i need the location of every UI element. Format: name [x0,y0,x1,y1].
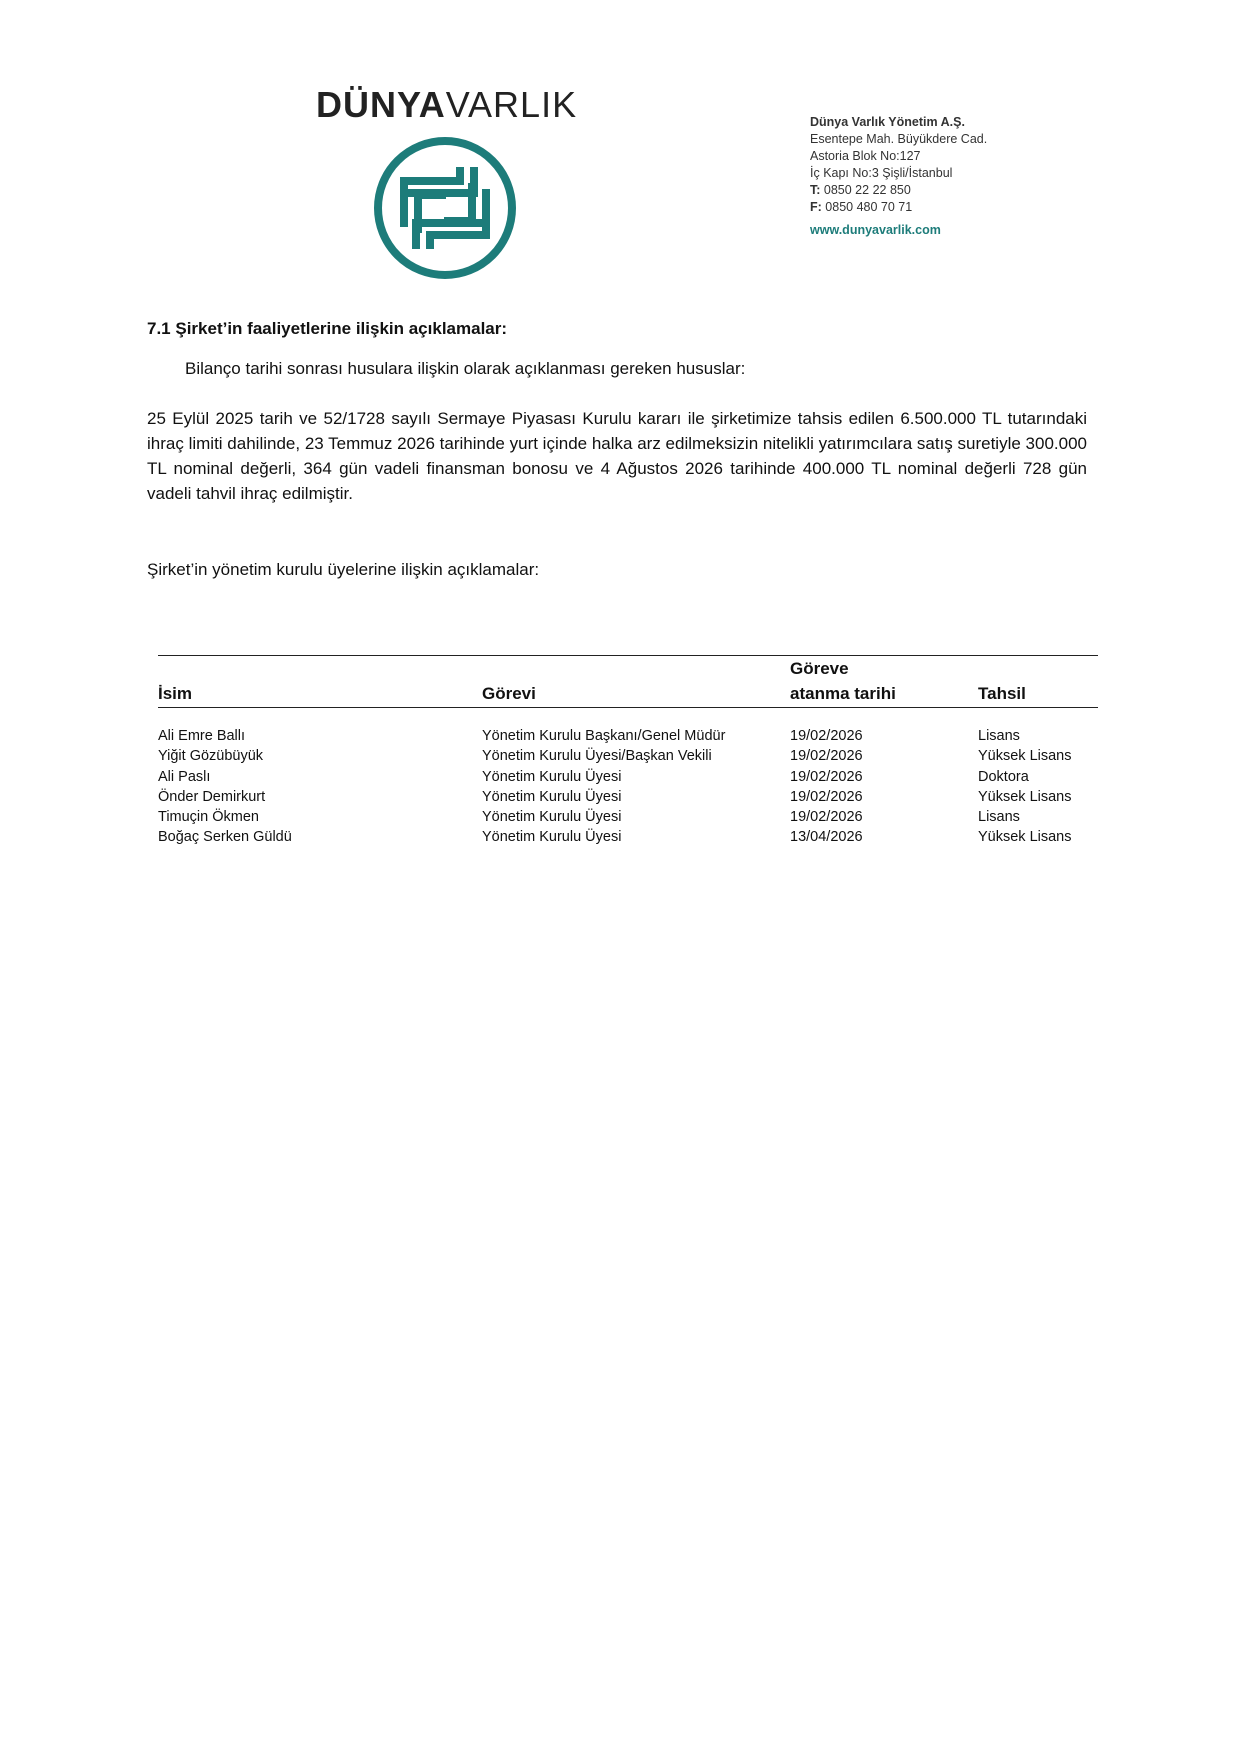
table-row [158,728,1098,748]
fax-number: 0850 480 70 71 [825,200,913,214]
cell-role: Yönetim Kurulu Üyesi/Başkan Vekili [482,748,712,765]
address-line: Esentepe Mah. Büyükdere Cad. [810,132,988,146]
cell-role: Yönetim Kurulu Üyesi [482,809,622,826]
cell-date: 19/02/2026 [790,809,863,826]
cell-name: Boğaç Serken Güldü [158,829,292,846]
dunya-varlik-logo-icon [370,133,520,283]
cell-name: Timuçin Ökmen [158,809,259,826]
company-name: Dünya Varlık Yönetim A.Ş. [810,115,965,129]
cell-education: Yüksek Lisans [978,788,1072,805]
cell-role: Yönetim Kurulu Üyesi [482,829,622,846]
contact-block [810,114,987,239]
phone-line [810,182,987,199]
table-header [158,656,1098,707]
fax-label: F: [810,200,822,214]
address-line: Astoria Blok No:127 [810,149,921,163]
board-heading: Şirket’in yönetim kurulu üyelerine ilişkin açıklamalar: [147,560,540,579]
header-date-line2: atanma tarihi [790,684,896,703]
cell-name: Ali Paslı [158,768,211,785]
cell-role: Yönetim Kurulu Üyesi [482,788,622,805]
cell-role: Yönetim Kurulu Başkanı/Genel Müdür [482,728,726,744]
table-row [158,769,1098,789]
phone-label: T: [810,183,821,197]
header-name: İsim [158,684,193,703]
board-members-table [158,655,1098,850]
website-link: www.dunyavarlik.com [810,223,941,237]
fax-line [810,199,987,216]
section-heading: 7.1 Şirket’in faaliyetlerine ilişkin açıklamalar: [147,319,508,338]
cell-date: 19/02/2026 [790,768,863,785]
header-role: Görevi [482,684,536,703]
phone-number: 0850 22 22 850 [823,183,911,197]
section-subheading: Bilanço tarihi sonrası husulara ilişkin olarak açıklanması gereken hususlar: [185,359,746,378]
table-row [158,748,1098,768]
header-date-line1: Göreve [790,659,849,678]
brand-bold-text: DÜNYA [316,84,446,125]
brand-wordmark [316,84,577,126]
table-row [158,829,1098,849]
table-row [158,789,1098,809]
cell-date: 19/02/2026 [790,748,863,765]
cell-education: Lisans [978,728,1020,744]
issuance-paragraph: 25 Eylül 2025 tarih ve 52/1728 sayılı Sermaye Piyasası Kurulu kararı ile şirketimize tahsis edilen 6.500.000 TL tutarındaki ihraç limiti dahilinde, 23 Temmuz 2026 tarihinde yurt içinde halka arz edilmeksizin nitelikli yatırımcılara satış suretiyle 300.000 TL nominal değerli, 364 gün vadeli finansman bonosu ve 4 Ağustos 2026 tarihinde 400.000 TL nominal değerli 728 gün vadeli tahvil ihraç edilmiştir. [147,409,1087,503]
table-row [158,809,1098,829]
address-line: İç Kapı No:3 Şişli/İstanbul [810,166,953,180]
cell-name: Ali Emre Ballı [158,728,246,744]
cell-date: 19/02/2026 [790,728,863,744]
cell-education: Yüksek Lisans [978,829,1072,846]
cell-education: Doktora [978,768,1029,785]
cell-role: Yönetim Kurulu Üyesi [482,768,622,785]
cell-date: 13/04/2026 [790,829,863,846]
cell-name: Önder Demirkurt [158,788,266,805]
cell-date: 19/02/2026 [790,788,863,805]
table-body [158,708,1098,850]
header-education: Tahsil [978,684,1026,703]
cell-education: Yüksek Lisans [978,748,1072,765]
brand-light-text: VARLIK [445,84,578,125]
cell-name: Yiğit Gözübüyük [158,748,264,765]
cell-education: Lisans [978,809,1020,826]
